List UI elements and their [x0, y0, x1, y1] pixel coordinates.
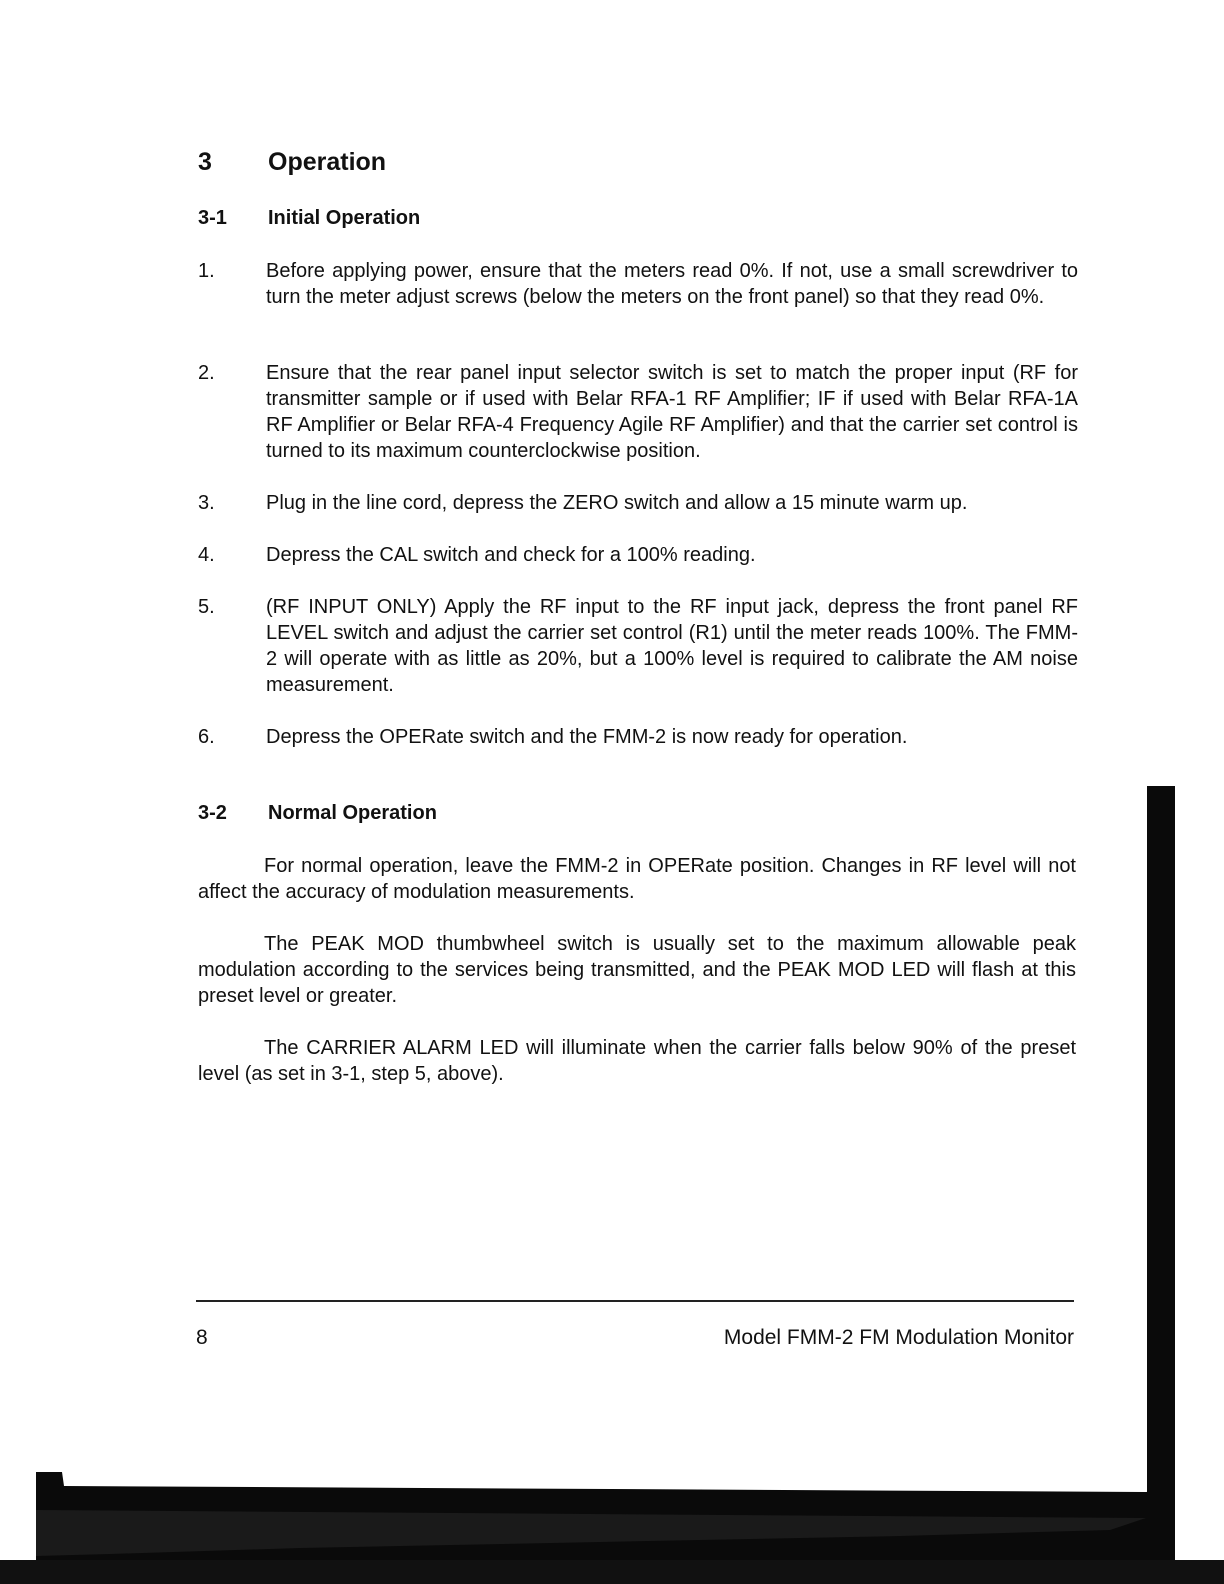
step-text: Plug in the line cord, depress the ZERO switch and allow a 15 minute warm up.: [266, 492, 968, 514]
step-number: 6.: [198, 726, 215, 748]
step-text: Depress the OPERate switch and the FMM-2 is now ready for operation.: [266, 726, 908, 748]
step-number: 3.: [198, 492, 215, 514]
step-6: [198, 724, 1078, 750]
paragraph-peak-mod: The PEAK MOD thumbwheel switch is usually set to the maximum allowable peak modulation according to the services being transmitted, and the PEAK MOD LED will flash at this preset level or greater.: [198, 933, 1076, 1007]
section-heading-normal-operation: [198, 802, 437, 825]
step-number: 1.: [198, 260, 215, 282]
step-text: (RF INPUT ONLY) Apply the RF input to the RF input jack, depress the front panel RF LEVEL switch and adjust the carrier set control (R1) until the meter reads 100%. The FMM-2 will operate with as little as 20%, but a 100% level is required to calibrate the AM noise measurement.: [266, 596, 1078, 696]
footer-title: Model FMM-2 FM Modulation Monitor: [723, 1326, 1074, 1349]
paragraph-normal-operation: For normal operation, leave the FMM-2 in OPERate position. Changes in RF level will not affect the accuracy of modulation measurements.: [198, 855, 1076, 903]
footer-divider: [196, 1300, 1074, 1302]
chapter-heading: [198, 148, 386, 177]
step-number: 4.: [198, 544, 215, 566]
step-5: [198, 594, 1078, 698]
section-number: 3-1: [198, 207, 227, 229]
step-text: Ensure that the rear panel input selector switch is set to match the proper input (RF for transmitter sample or if used with Belar RFA-1 RF Amplifier; IF if used with Belar RFA-1A RF Amplifier or Belar RFA-4 Frequency Agile RF Amplifier) and that the carrier set control is turned to its maximum counterclockwise position.: [266, 362, 1078, 462]
step-number: 2.: [198, 362, 215, 384]
section-title: Initial Operation: [268, 207, 421, 229]
section-number: 3-2: [198, 802, 227, 824]
step-text: Depress the CAL switch and check for a 100% reading.: [266, 544, 756, 566]
step-4: [198, 542, 1078, 568]
step-2: [198, 360, 1078, 464]
section-title: Normal Operation: [268, 802, 437, 824]
section-heading-initial-operation: [198, 207, 420, 230]
scan-edge-right: [1147, 786, 1175, 1584]
scan-edge-bottom: [0, 1470, 1224, 1584]
chapter-number: 3: [198, 148, 212, 176]
page-number: 8: [196, 1326, 208, 1349]
step-1: [198, 258, 1078, 310]
step-text: Before applying power, ensure that the meters read 0%. If not, use a small screwdriver to turn the meter adjust screws (below the meters on the front panel) so that they read 0%.: [266, 260, 1078, 308]
chapter-title: Operation: [268, 148, 387, 176]
paragraph-carrier-alarm: The CARRIER ALARM LED will illuminate when the carrier falls below 90% of the preset level (as set in 3-1, step 5, above).: [198, 1037, 1076, 1085]
step-3: [198, 490, 1078, 516]
step-number: 5.: [198, 596, 215, 618]
